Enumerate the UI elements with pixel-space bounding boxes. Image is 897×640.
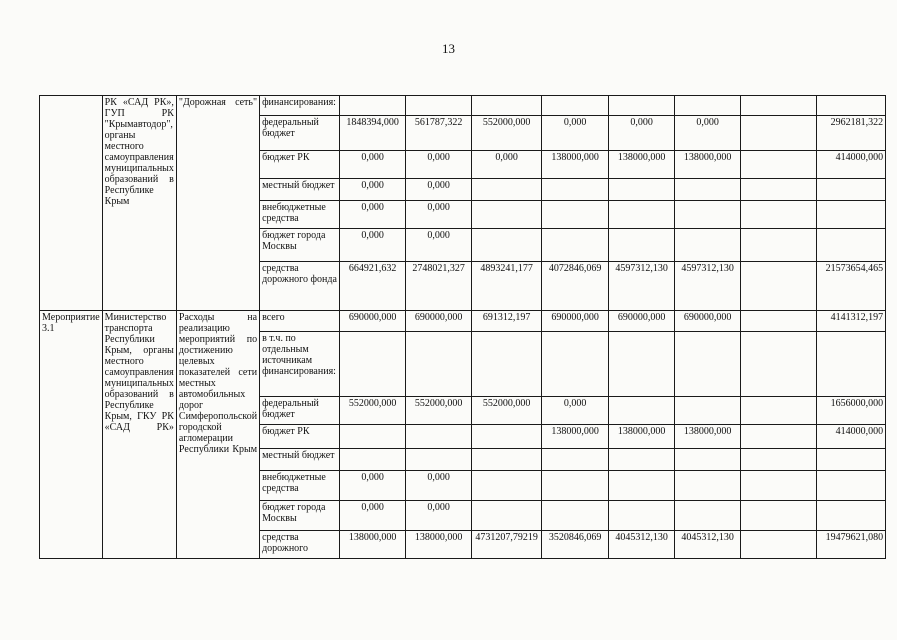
value-cell xyxy=(675,501,741,531)
value-cell xyxy=(609,397,675,425)
value-cell xyxy=(609,332,675,397)
executors-cell: Министерство транспорта Республики Крым, органы местного самоуправления муниципальных образований в Республике Крым, ГКУ РК «САД РК» xyxy=(102,311,176,559)
funding-source-cell: местный бюджет xyxy=(260,179,340,201)
funding-source-cell: бюджет города Москвы xyxy=(260,229,340,262)
value-cell: 0,000 xyxy=(340,201,406,229)
total-value-cell xyxy=(817,96,886,116)
funding-source-cell: средства дорожного xyxy=(260,531,340,559)
value-cell xyxy=(741,201,817,229)
value-cell xyxy=(741,179,817,201)
value-cell xyxy=(741,116,817,151)
value-cell xyxy=(542,201,609,229)
value-cell: 561787,322 xyxy=(406,116,472,151)
value-cell xyxy=(675,201,741,229)
value-cell: 0,000 xyxy=(472,151,542,179)
funding-source-cell: федеральный бюджет xyxy=(260,116,340,151)
value-cell: 0,000 xyxy=(406,179,472,201)
value-cell: 690000,000 xyxy=(542,311,609,332)
total-value-cell: 414000,000 xyxy=(817,425,886,449)
value-cell: 3520846,069 xyxy=(542,531,609,559)
value-cell: 4072846,069 xyxy=(542,262,609,311)
value-cell: 138000,000 xyxy=(675,425,741,449)
value-cell xyxy=(472,179,542,201)
funding-source-cell: бюджет города Москвы xyxy=(260,501,340,531)
value-cell xyxy=(542,471,609,501)
total-value-cell xyxy=(817,332,886,397)
value-cell xyxy=(609,471,675,501)
total-value-cell: 1656000,000 xyxy=(817,397,886,425)
total-value-cell xyxy=(817,501,886,531)
value-cell xyxy=(472,449,542,471)
value-cell xyxy=(406,332,472,397)
funding-source-cell: федеральный бюджет xyxy=(260,397,340,425)
table-body xyxy=(40,96,886,559)
value-cell: 0,000 xyxy=(340,179,406,201)
value-cell xyxy=(542,229,609,262)
value-cell xyxy=(675,449,741,471)
funding-source-cell: в т.ч. по отдельным источникам финансирования: xyxy=(260,332,340,397)
value-cell: 0,000 xyxy=(542,397,609,425)
value-cell xyxy=(609,501,675,531)
value-cell: 138000,000 xyxy=(542,151,609,179)
value-cell: 690000,000 xyxy=(609,311,675,332)
value-cell xyxy=(741,96,817,116)
value-cell xyxy=(741,332,817,397)
value-cell xyxy=(741,397,817,425)
value-cell xyxy=(741,471,817,501)
value-cell xyxy=(675,96,741,116)
value-cell xyxy=(472,425,542,449)
value-cell xyxy=(472,229,542,262)
value-cell xyxy=(406,425,472,449)
value-cell: 4045312,130 xyxy=(609,531,675,559)
value-cell xyxy=(340,332,406,397)
value-cell: 552000,000 xyxy=(472,397,542,425)
value-cell: 691312,197 xyxy=(472,311,542,332)
value-cell xyxy=(741,151,817,179)
value-cell xyxy=(675,471,741,501)
value-cell xyxy=(472,471,542,501)
value-cell: 4597312,130 xyxy=(609,262,675,311)
value-cell: 0,000 xyxy=(340,229,406,262)
value-cell: 138000,000 xyxy=(609,425,675,449)
value-cell: 0,000 xyxy=(340,151,406,179)
funding-source-cell: внебюджетные средства xyxy=(260,201,340,229)
value-cell xyxy=(472,332,542,397)
value-cell xyxy=(542,449,609,471)
value-cell: 4597312,130 xyxy=(675,262,741,311)
value-cell xyxy=(741,262,817,311)
value-cell xyxy=(542,332,609,397)
value-cell: 0,000 xyxy=(406,471,472,501)
value-cell xyxy=(406,96,472,116)
value-cell: 0,000 xyxy=(406,201,472,229)
value-cell xyxy=(609,179,675,201)
total-value-cell: 414000,000 xyxy=(817,151,886,179)
value-cell xyxy=(542,96,609,116)
value-cell: 138000,000 xyxy=(542,425,609,449)
executors-cell: РК «САД РК», ГУП РК "Крымавтодор", органы местного самоуправления муниципальных образований в Республике Крым xyxy=(102,96,176,311)
value-cell: 664921,632 xyxy=(340,262,406,311)
value-cell xyxy=(741,229,817,262)
value-cell: 552000,000 xyxy=(340,397,406,425)
value-cell xyxy=(675,397,741,425)
value-cell: 0,000 xyxy=(406,151,472,179)
total-value-cell xyxy=(817,449,886,471)
total-value-cell: 4141312,197 xyxy=(817,311,886,332)
funding-source-cell: местный бюджет xyxy=(260,449,340,471)
page-number: 13 xyxy=(442,41,455,56)
funding-source-cell: бюджет РК xyxy=(260,151,340,179)
total-value-cell xyxy=(817,471,886,501)
value-cell xyxy=(542,179,609,201)
table-row xyxy=(40,311,886,332)
value-cell xyxy=(609,449,675,471)
value-cell: 4893241,177 xyxy=(472,262,542,311)
value-cell: 0,000 xyxy=(675,116,741,151)
value-cell: 552000,000 xyxy=(472,116,542,151)
value-cell xyxy=(675,179,741,201)
value-cell: 690000,000 xyxy=(340,311,406,332)
funding-source-cell: средства дорожного фонда xyxy=(260,262,340,311)
value-cell: 552000,000 xyxy=(406,397,472,425)
value-cell: 690000,000 xyxy=(406,311,472,332)
value-cell: 0,000 xyxy=(609,116,675,151)
value-cell xyxy=(741,531,817,559)
total-value-cell xyxy=(817,201,886,229)
total-value-cell xyxy=(817,229,886,262)
value-cell xyxy=(542,501,609,531)
value-cell xyxy=(340,96,406,116)
activity-cell xyxy=(40,96,103,311)
value-cell: 138000,000 xyxy=(340,531,406,559)
value-cell: 0,000 xyxy=(542,116,609,151)
value-cell xyxy=(609,201,675,229)
total-value-cell: 19479621,080 xyxy=(817,531,886,559)
value-cell xyxy=(741,449,817,471)
value-cell xyxy=(472,201,542,229)
activity-cell: Мероприятие 3.1 xyxy=(40,311,103,559)
funding-source-cell: внебюджетные средства xyxy=(260,471,340,501)
value-cell xyxy=(741,501,817,531)
value-cell: 138000,000 xyxy=(609,151,675,179)
total-value-cell: 21573654,465 xyxy=(817,262,886,311)
value-cell xyxy=(340,425,406,449)
value-cell xyxy=(741,425,817,449)
value-cell xyxy=(675,332,741,397)
value-cell xyxy=(609,229,675,262)
value-cell xyxy=(472,501,542,531)
value-cell: 4731207,79219 xyxy=(472,531,542,559)
value-cell: 2748021,327 xyxy=(406,262,472,311)
value-cell xyxy=(741,311,817,332)
financing-table xyxy=(39,95,886,559)
value-cell xyxy=(609,96,675,116)
value-cell xyxy=(406,449,472,471)
table-row xyxy=(40,96,886,116)
funding-source-cell: всего xyxy=(260,311,340,332)
value-cell: 0,000 xyxy=(340,501,406,531)
value-cell: 690000,000 xyxy=(675,311,741,332)
title-cell: Расходы на реализацию мероприятий по достижению целевых показателей сети местных автомобильных дорог Симферопольской городской агломерации Республики Крым xyxy=(176,311,259,559)
title-cell: "Дорожная сеть" xyxy=(176,96,259,311)
funding-source-cell: бюджет РК xyxy=(260,425,340,449)
funding-source-cell: финансирования: xyxy=(260,96,340,116)
total-value-cell: 2962181,322 xyxy=(817,116,886,151)
value-cell: 0,000 xyxy=(406,229,472,262)
value-cell xyxy=(675,229,741,262)
value-cell xyxy=(340,449,406,471)
value-cell: 4045312,130 xyxy=(675,531,741,559)
value-cell: 138000,000 xyxy=(406,531,472,559)
value-cell: 0,000 xyxy=(406,501,472,531)
value-cell: 138000,000 xyxy=(675,151,741,179)
total-value-cell xyxy=(817,179,886,201)
value-cell: 0,000 xyxy=(340,471,406,501)
value-cell xyxy=(472,96,542,116)
value-cell: 1848394,000 xyxy=(340,116,406,151)
